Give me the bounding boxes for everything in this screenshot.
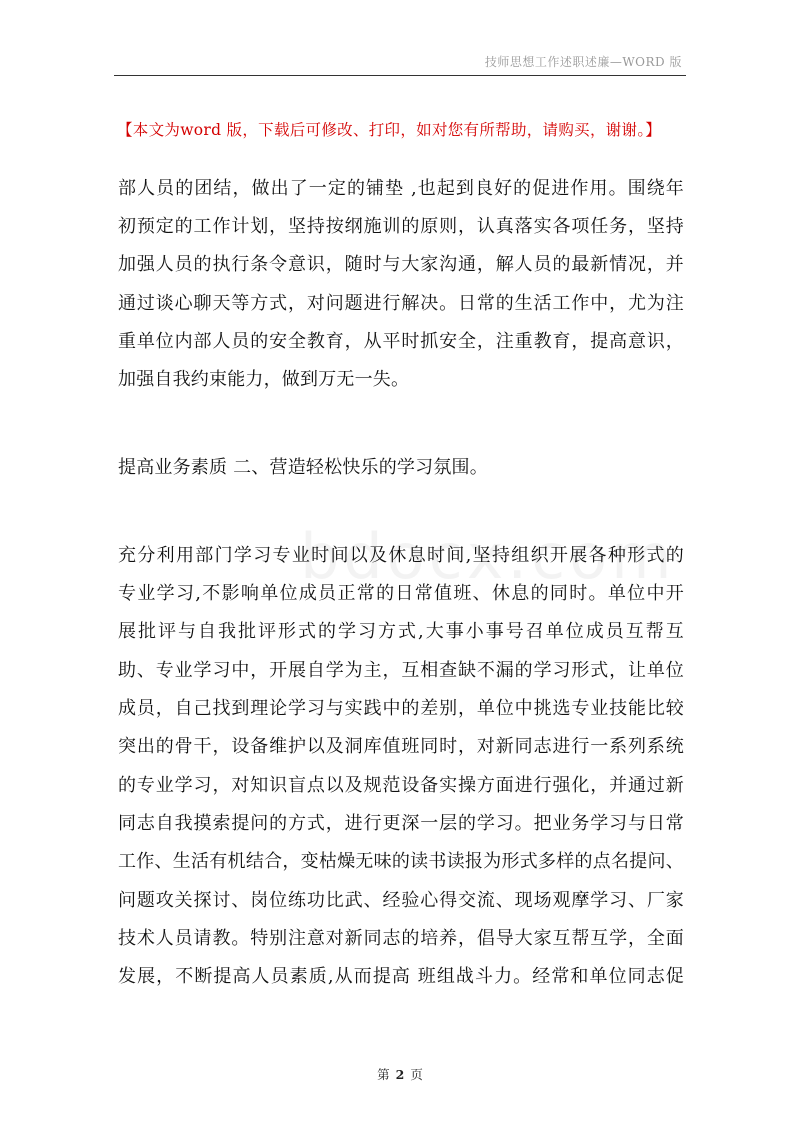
body-line: 的专业学习，对知识盲点以及规范设备实操方面进行强化，并通过新 [118, 775, 684, 796]
body-line: 展批评与自我批评形式的学习方式,大事小事号召单位成员互帮互 [118, 621, 684, 642]
body-line: 初预定的工作计划，坚持按纲施训的原则，认真落实各项任务，坚持 [118, 216, 684, 237]
page-number-value: 2 [395, 1067, 405, 1082]
body-line: 突出的骨干，设备维护以及洞库值班同时，对新同志进行一系列系统 [118, 736, 684, 757]
page-number-prefix: 第 [377, 1067, 390, 1082]
body-line: 技术人员请教。特别注意对新同志的培养，倡导大家互帮互学，全面 [118, 928, 684, 949]
body-line: 问题攻关探讨、岗位练功比武、经验心得交流、现场观摩学习、厂家 [118, 890, 684, 911]
body-line: 加强自我约束能力，做到万无一失。 [118, 369, 410, 390]
page-number [0, 1065, 800, 1083]
body-line: 加强人员的执行条令意识，随时与大家沟通，解人员的最新情况，并 [118, 254, 684, 275]
body-line: 重单位内部人员的安全教育，从平时抓安全，注重教育，提高意识， [118, 331, 684, 352]
body-line: 工作、生活有机结合，变枯燥无味的读书读报为形式多样的点名提问、 [118, 851, 684, 872]
download-notice: 【本文为word 版，下载后可修改、打印，如对您有所帮助，请购买，谢谢。】 [117, 121, 662, 139]
body-line: 同志自我摸索提问的方式，进行更深一层的学习。把业务学习与日常 [118, 813, 684, 834]
header-rule [114, 75, 686, 76]
section-heading: 提高业务素质 二、营造轻松快乐的学习氛围。 [118, 457, 488, 478]
body-line: 发展，不断提高人员素质,从而提高 班组战斗力。经常和单位同志促 [118, 966, 684, 987]
body-line: 专业学习,不影响单位成员正常的日常值班、休息的同时。单位中开 [118, 583, 684, 604]
body-line: 充分利用部门学习专业时间以及休息时间,坚持组织开展各种形式的 [118, 545, 684, 566]
body-line: 助、专业学习中，开展自学为主，互相查缺不漏的学习形式，让单位 [118, 660, 684, 681]
header-title: 技师思想工作述职述廉—WORD 版 [484, 55, 682, 69]
body-line: 成员，自己找到理论学习与实践中的差别，单位中挑选专业技能比较 [118, 698, 684, 719]
body-line: 部人员的团结，做出了一定的铺垫 ,也起到良好的促进作用。围绕年 [118, 178, 684, 199]
body-line: 通过谈心聊天等方式，对问题进行解决。日常的生活工作中，尤为注 [118, 293, 684, 314]
page-number-suffix: 页 [410, 1067, 423, 1082]
